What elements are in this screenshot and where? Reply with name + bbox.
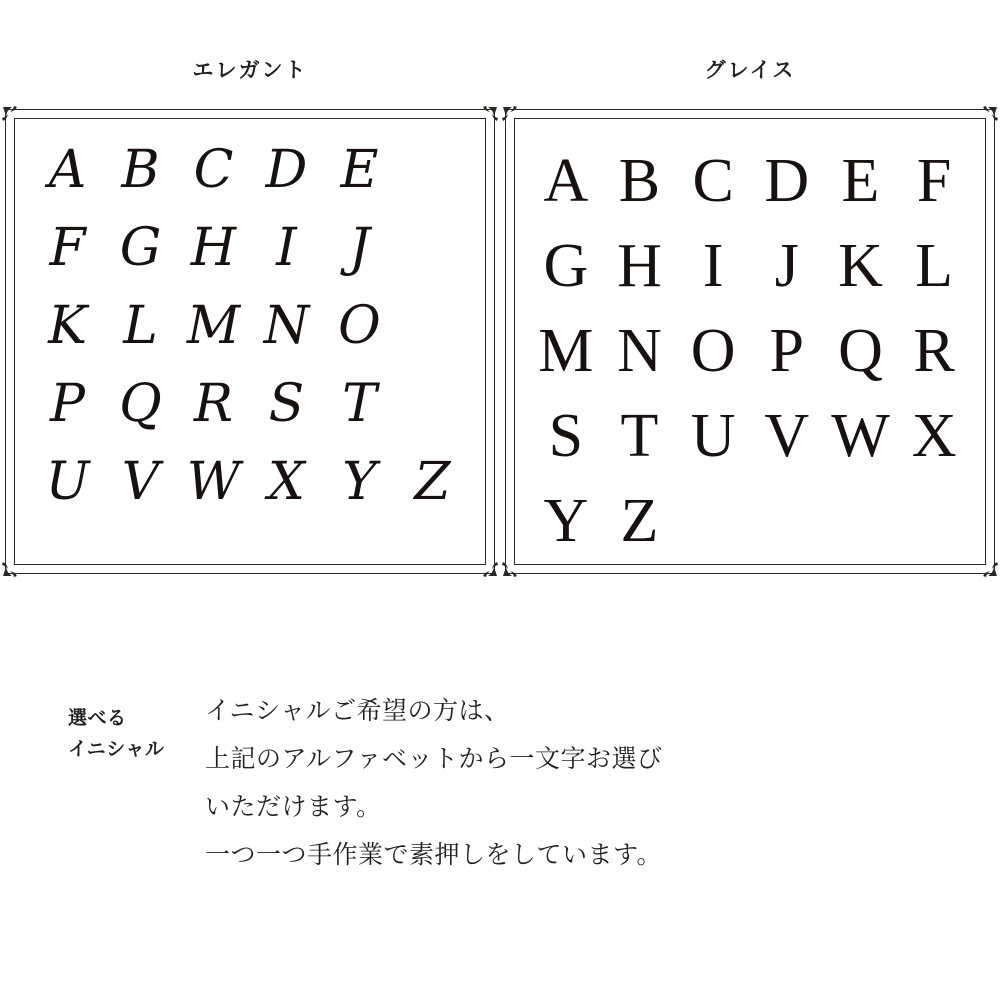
alphabet-letter: P (769, 317, 805, 385)
alphabet-letter: V (764, 402, 810, 470)
corner-ornament-icon (501, 105, 527, 131)
alphabet-letter: D (265, 140, 308, 200)
description-line: 一つ一つ手作業で素押しをしています。 (205, 841, 663, 869)
alphabet-letter (396, 365, 469, 443)
alphabet-letter: K (838, 232, 883, 300)
font-sample-panels (0, 60, 1000, 574)
corner-ornament-icon (501, 552, 527, 578)
alphabet-letter: Y (342, 452, 377, 512)
alphabet-letter: M (538, 317, 594, 385)
alphabet-letter: J (349, 218, 370, 278)
alphabet-letter: X (267, 452, 305, 512)
alphabet-grid-grace (529, 139, 971, 555)
alphabet-letter: K (48, 296, 87, 356)
alphabet-letter: L (915, 232, 954, 300)
alphabet-letter: O (690, 317, 736, 385)
alphabet-letter: A (48, 140, 87, 200)
font-panel-grace (500, 60, 1000, 574)
alphabet-letter: O (338, 296, 381, 356)
alphabet-letter: S (268, 374, 305, 434)
initial-description-block (0, 690, 1000, 882)
alphabet-letter: P (49, 374, 85, 434)
alphabet-letter: G (119, 218, 162, 278)
alphabet-letter: B (121, 140, 160, 200)
alphabet-letter: Q (119, 374, 162, 434)
alphabet-letter: M (186, 296, 241, 356)
alphabet-letter: C (692, 147, 734, 215)
alphabet-letter: X (911, 402, 957, 470)
description-line: 上記のアルファベットから一文字お選び (205, 745, 663, 773)
alphabet-letter: Y (543, 487, 589, 555)
alphabet-letter: H (190, 218, 237, 278)
alphabet-letter: G (543, 232, 589, 300)
alphabet-letter: E (340, 140, 379, 200)
corner-ornament-icon (1, 105, 27, 131)
alphabet-letter: W (186, 452, 241, 512)
alphabet-letter: A (543, 147, 589, 215)
alphabet-letter: C (193, 140, 234, 200)
alphabet-letter: L (123, 296, 158, 356)
alphabet-letter (396, 287, 469, 365)
corner-ornament-icon (1, 552, 27, 578)
corner-ornament-icon (973, 105, 999, 131)
alphabet-frame-grace (505, 109, 995, 574)
alphabet-letter: N (263, 296, 310, 356)
alphabet-letter: J (774, 232, 799, 300)
alphabet-letter: T (342, 374, 377, 434)
alphabet-letter: N (617, 317, 662, 385)
corner-ornament-icon (973, 552, 999, 578)
alphabet-letter: F (916, 147, 952, 215)
corner-ornament-icon (473, 552, 499, 578)
alphabet-letter: E (841, 147, 880, 215)
alphabet-letter: V (121, 452, 160, 512)
alphabet-letter: S (548, 402, 584, 470)
alphabet-letter: B (618, 147, 661, 215)
font-panel-elegant (0, 60, 500, 574)
alphabet-letter: Z (414, 452, 451, 512)
alphabet-letter (396, 131, 469, 209)
alphabet-letter: D (764, 147, 810, 215)
description-label (0, 690, 205, 882)
description-line: いただけます。 (205, 793, 382, 821)
alphabet-letter: W (831, 402, 890, 470)
alphabet-letter: H (617, 232, 662, 300)
corner-ornament-icon (473, 105, 499, 131)
alphabet-letter: R (193, 374, 234, 434)
alphabet-letter: I (276, 218, 297, 278)
alphabet-letter (396, 209, 469, 287)
alphabet-frame-elegant (5, 109, 495, 574)
alphabet-grid-elegant (31, 131, 469, 552)
alphabet-letter: Q (838, 317, 883, 385)
panel-title-elegant: エレガント (192, 59, 308, 82)
alphabet-letter: U (45, 452, 90, 512)
alphabet-letter: Z (620, 487, 659, 555)
alphabet-letter: U (690, 402, 736, 470)
alphabet-letter: I (702, 232, 724, 300)
description-label-line2: イニシャル (68, 739, 165, 760)
alphabet-letter: R (913, 317, 955, 385)
panel-title-grace: グレイス (704, 59, 796, 82)
description-body (205, 690, 1000, 882)
description-label-line1: 選べる (68, 708, 127, 729)
description-line: イニシャルご希望の方は、 (205, 697, 510, 725)
alphabet-letter: F (49, 218, 86, 278)
alphabet-letter: T (620, 402, 659, 470)
